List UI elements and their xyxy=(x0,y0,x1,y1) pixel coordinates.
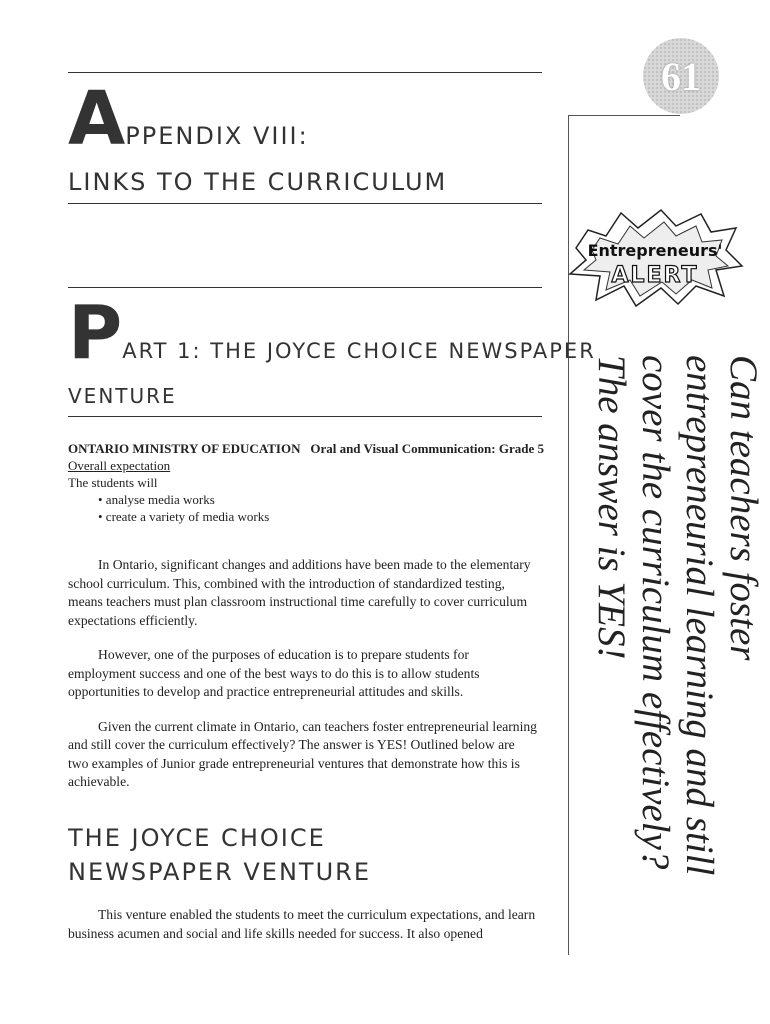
ministry-header xyxy=(68,440,544,457)
appendix-bottom-rule xyxy=(68,203,542,204)
part-heading xyxy=(68,290,596,376)
closing-text xyxy=(68,906,538,959)
appendix-heading xyxy=(68,76,309,162)
bullet-item: • create a variety of media works xyxy=(98,509,270,524)
part-title-line2: VENTURE xyxy=(68,384,177,408)
appendix-initial: A xyxy=(68,76,128,162)
appendix-title-line1: PPENDIX VIII: xyxy=(125,122,309,150)
students-will: The students will xyxy=(68,475,158,490)
part-top-rule xyxy=(68,287,542,288)
paragraph: Given the current climate in Ontario, can teachers foster entrepreneurial learning and still cover the curriculum effectively? The answer is YES! Outlined below are two examples of Junior grade entrepreneurial ventures that demonstrate how this is achievable. xyxy=(68,718,537,789)
pull-quote-text: Can teachers foster entrepreneurial learning and still cover the curriculum effectively? The answer is YES! xyxy=(590,355,765,876)
section-heading: THE JOYCE CHOICE NEWSPAPER VENTURE xyxy=(68,824,371,886)
margin-connector-line xyxy=(568,115,680,116)
entrepreneurs-alert-logo xyxy=(566,208,744,308)
closing-paragraph: This venture enabled the students to meet the curriculum expectations, and learn business acumen and social and life skills needed for success. It also opened xyxy=(68,907,536,941)
page-number: 61 xyxy=(643,38,719,114)
paragraph: However, one of the purposes of education is to prepare students for employment success and one of the best ways to do this is to allow students opportunities to develop and practice entrepreneurial attitudes and skills. xyxy=(68,647,480,699)
ministry-subject: Oral and Visual Communication: Grade 5 xyxy=(310,441,544,456)
appendix-title-line2: LINKS TO THE CURRICULUM xyxy=(68,168,448,196)
ministry-label: ONTARIO MINISTRY OF EDUCATION xyxy=(68,441,301,456)
body-paragraphs xyxy=(68,556,538,808)
logo-text-line2: ALERT xyxy=(611,263,699,288)
bullet-item: • analyse media works xyxy=(98,492,215,507)
part-title-line1: ART 1: THE JOYCE CHOICE NEWSPAPER xyxy=(122,339,596,363)
part-bottom-rule xyxy=(68,416,542,417)
logo-text-line1: Entrepreneurs' xyxy=(587,241,723,260)
part-initial: P xyxy=(68,290,125,376)
top-rule xyxy=(68,72,542,73)
paragraph: In Ontario, significant changes and additions have been made to the elementary school curriculum. This, combined with the introduction of standardized testing, means teachers must plan classroom instructional time carefully to cover curriculum expectations efficiently. xyxy=(68,557,531,628)
overall-expectation: Overall expectation xyxy=(68,458,171,473)
ministry-expectations xyxy=(68,440,544,525)
pull-quote xyxy=(585,355,765,915)
